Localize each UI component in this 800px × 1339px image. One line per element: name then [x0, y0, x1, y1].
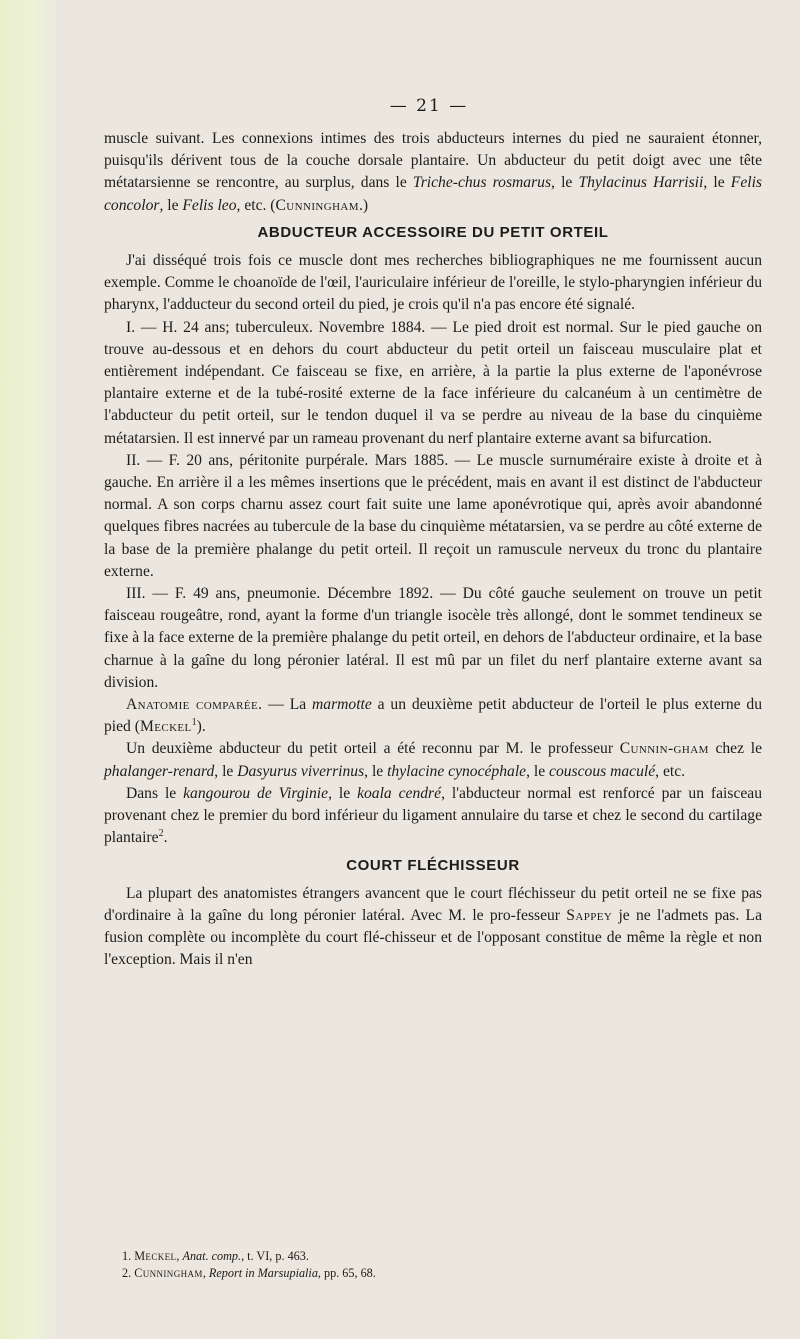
work-title: Report in Marsupialia [208, 1266, 318, 1280]
text: , le [159, 196, 183, 214]
text: , le [526, 762, 550, 780]
text: chez le [708, 740, 762, 758]
species-name: koala cendré [357, 784, 442, 802]
paragraph-case-1: I. — H. 24 ans; tuberculeux. Novembre 1884. — Le pied droit est normal. Sur le pied gauche on trouve au-dessous et en dehors du court abducteur du petit orteil un faisceau musculaire plat et entièrement indépendant. Ce faisceau se fixe, en arrière, à la partie la plus externe de l'aponévrose plantaire externe et de la tubé-rosité externe de la face inférieure du calcanéum à un centimètre de l'abducteur du petit orteil, sur le tendon duquel il va se perdre au niveau de la base du cinquième métatarsien. Il est innervé par un rameau provenant du nerf plantaire externe avant sa bifurcation. [104, 318, 762, 447]
author-name: Sappey [566, 906, 613, 924]
footnote-number: 2. [122, 1266, 132, 1280]
text: .) [358, 196, 369, 214]
text: . [163, 829, 168, 847]
text: , [202, 1266, 209, 1280]
species-name: Felis concolor [104, 174, 762, 214]
text: , pp. 65, 68. [317, 1266, 376, 1280]
paragraph [104, 783, 762, 850]
text: , le [328, 784, 358, 802]
author-name: Cunningham [134, 1266, 203, 1280]
author-name: Meckel [139, 718, 192, 736]
footnotes [122, 1248, 762, 1282]
text: , [176, 1249, 183, 1263]
species-name: Dasyurus viverrinus [237, 762, 365, 780]
work-title: Anat. comp. [182, 1249, 242, 1263]
text: , etc. [655, 762, 686, 780]
paragraph-anatomie-comparee [104, 694, 762, 738]
text: , le [703, 174, 731, 192]
paragraph [104, 883, 762, 972]
text: , le [364, 762, 388, 780]
text: , etc. ( [236, 196, 276, 214]
text: Dans le [126, 784, 184, 802]
species-name: Triche-chus rosmarus [412, 174, 552, 192]
text: Un deuxième abducteur du petit orteil a été reconnu par M. le professeur [126, 740, 620, 758]
text: je ne l'admets pas. La fusion complète ou incomplète du court flé-chisseur et de l'opposant constitue de même la règle et non l'exception. Mais il n'en [104, 906, 762, 969]
body-text [104, 128, 762, 972]
text: , l'abducteur normal est renforcé par un faisceau provenant chez le premier du bord inférieur du ligament annulaire du tarse et chez le second du cartilage plantaire [104, 784, 763, 847]
species-name: thylacine cynocéphale [387, 762, 527, 780]
footnote [122, 1265, 762, 1282]
species-name: marmotte [312, 696, 372, 714]
author-name: Meckel [134, 1249, 177, 1263]
paragraph-intro [104, 128, 762, 217]
paragraph: J'ai disséqué trois fois ce muscle dont mes recherches bibliographiques ne me fournissent aucun exemple. Comme le choanoïde de l'œil, l'auriculaire inférieur de l'oreille, le stylo-pharyngien inférieur du pharynx, l'adducteur du second orteil du pied, je crois qu'il n'a pas encore été signalé. [104, 252, 762, 314]
section-heading-abducteur-accessoire: ABDUCTEUR ACCESSOIRE DU PETIT ORTEIL [257, 223, 609, 241]
text: , le [214, 762, 238, 780]
paragraph [104, 738, 762, 782]
text: — La [262, 696, 313, 714]
page-number: — 21 — [389, 96, 469, 116]
species-name: couscous maculé [549, 762, 656, 780]
text: La plupart des anatomistes étrangers avancent que le court fléchisseur du petit orteil ne se fixe pas d'ordinaire à la gaîne du long péronier latéral. Avec M. le pro-fesseur [104, 884, 762, 924]
footnote-ref: 1 [191, 717, 197, 729]
species-name: kangourou de Virginie [183, 784, 329, 802]
species-name: Felis leo [182, 196, 237, 214]
species-name: phalanger-renard [104, 762, 215, 780]
text: ). [196, 718, 206, 736]
text: , le [551, 174, 579, 192]
author-name: Cunningham [275, 196, 359, 214]
footnote-number: 1. [122, 1249, 132, 1263]
book-page [58, 0, 800, 1339]
page-edge [0, 0, 58, 1339]
text: a un deuxième petit abducteur de l'orteil le plus externe du pied ( [104, 696, 762, 736]
footnote [122, 1248, 762, 1265]
footnote-ref: 2 [158, 828, 164, 840]
species-name: Thylacinus Harrisii [578, 174, 704, 192]
paragraph-case-2: II. — F. 20 ans, péritonite purpérale. Mars 1885. — Le muscle surnuméraire existe à droite et à gauche. En arrière il a les mêmes insertions que le précédent, mais en avant il est distinct de l'abducteur normal. A son corps charnu assez court fait suite une lame aponévrotique qui, après avoir abandonné quelques fibres nacrées au tubercule de la base du cinquième métatarsien, va se perdre au côté externe de la base de la première phalange du petit orteil. Il reçoit un ramuscule nerveux du tronc du plantaire externe. [104, 451, 762, 580]
paragraph-case-3: III. — F. 49 ans, pneumonie. Décembre 1892. — Du côté gauche seulement on trouve un petit faisceau rougeâtre, rond, ayant la forme d'un triangle isocèle très allongé, dont le sommet tendineux se fixe à la face externe de la première phalange du petit orteil, en dehors de l'abducteur ordinaire, et la base charnue à la gaîne du long péronier latéral. Il est mû par un filet du nerf plantaire externe avant sa division. [104, 585, 762, 691]
section-heading-court-flechisseur: COURT FLÉCHISSEUR [346, 856, 520, 874]
author-name: Cunnin-gham [619, 740, 709, 758]
text: muscle suivant. Les connexions intimes des trois abducteurs internes du pied ne sauraient étonner, puisqu'ils dérivent tous de la couche dorsale plantaire. Un abducteur du petit doigt avec une tête métatarsienne se rencontre, au surplus, dans le [104, 130, 762, 192]
run-in-heading: Anatomie comparée. [126, 696, 263, 714]
text: , t. VI, p. 463. [241, 1249, 309, 1263]
